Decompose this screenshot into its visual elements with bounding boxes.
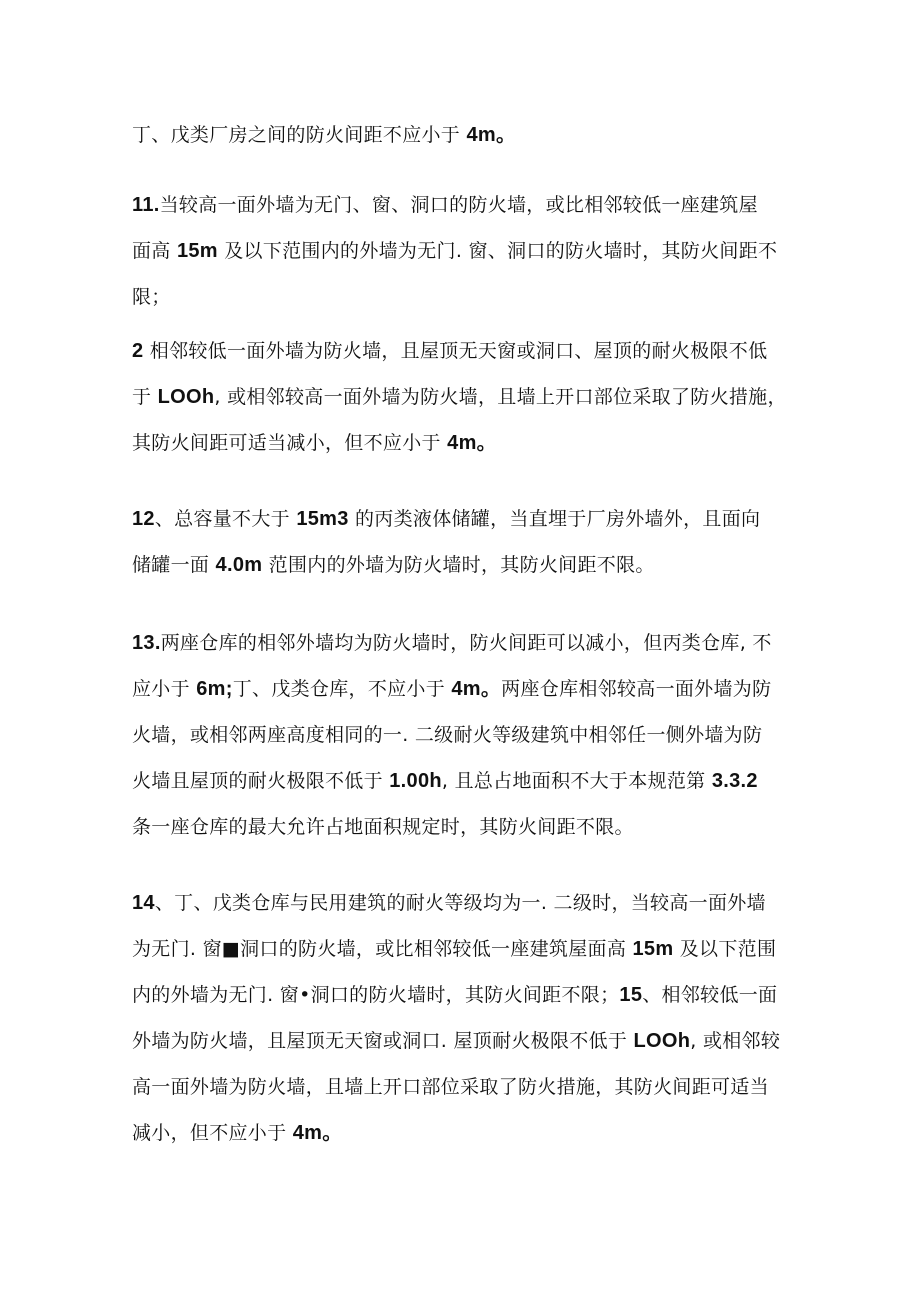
text-line <box>132 374 802 420</box>
text-run: 及以下范围内的外墙为无门. 窗、洞口的防火墙时，其防火间距不 <box>217 240 778 262</box>
paragraph-item-14-15 <box>132 880 802 1156</box>
text-line <box>132 758 802 804</box>
bold-run: 4.0m <box>215 554 263 576</box>
text-line <box>132 182 802 228</box>
text-run: 相邻较低一面外墙为防火墙，且屋顶无天窗或洞口、屋顶的耐火极限不低 <box>143 340 768 362</box>
paragraph-item-12 <box>132 496 802 588</box>
bold-run: 15m3 <box>296 508 349 530</box>
bold-run: LOOh <box>157 386 215 408</box>
text-run: 高一面外墙为防火墙，且墙上开口部位采取了防火措施，其防火间距可适当 <box>132 1076 769 1098</box>
text-run: 外墙为防火墙，且屋顶无天窗或洞口. 屋顶耐火极限不低于 <box>132 1030 634 1052</box>
text-line <box>132 926 802 972</box>
bold-run: 4m。 <box>447 432 497 454</box>
text-run: 面高 <box>132 240 177 262</box>
text-run: 、丁、戊类仓库与民用建筑的耐火等级均为一. 二级时，当较高一面外墙 <box>154 892 766 914</box>
paragraph-item-11 <box>132 182 802 320</box>
text-run: 丁、戊类厂房之间的防火间距不应小于 <box>132 124 467 146</box>
paragraph-item-2 <box>132 328 802 466</box>
text-run: 丁、戊类仓库，不应小于 <box>232 678 452 700</box>
bold-run: 3.3.2 <box>711 770 758 792</box>
text-run: , 或相邻较 <box>690 1030 781 1052</box>
text-line <box>132 496 802 542</box>
bold-run: LOOh <box>633 1030 691 1052</box>
text-run: 的丙类液体储罐，当直埋于厂房外墙外，且面向 <box>348 508 761 530</box>
text-line <box>132 1064 802 1110</box>
bold-run: 14 <box>132 892 155 914</box>
text-run: 火墙，或相邻两座高度相同的一. 二级耐火等级建筑中相邻任一侧外墙为防 <box>132 724 763 746</box>
bold-run: 12 <box>132 508 155 530</box>
text-run: 火墙且屋顶的耐火极限不低于 <box>132 770 390 792</box>
bold-run: 2 <box>132 340 144 362</box>
text-run: 限； <box>132 286 171 308</box>
text-run: 储罐一面 <box>132 554 216 576</box>
text-run: 范围内的外墙为防火墙时，其防火间距不限。 <box>262 554 655 576</box>
text-line <box>132 420 802 466</box>
bold-run: 4m。 <box>292 1122 343 1144</box>
text-run: 应小于 <box>132 678 197 700</box>
text-line <box>132 712 802 758</box>
text-line <box>132 620 802 666</box>
text-line <box>132 328 802 374</box>
bold-run: 4m。 <box>466 124 517 146</box>
text-run: 两座仓库相邻较高一面外墙为防 <box>501 678 772 700</box>
text-line <box>132 972 802 1018</box>
bold-run: 13. <box>132 632 161 654</box>
text-line <box>132 1018 802 1064</box>
text-run: , 且总占地面积不大于本规范第 <box>441 770 712 792</box>
text-run: 减小，但不应小于 <box>132 1122 293 1144</box>
text-run: 其防火间距可适当减小，但不应小于 <box>132 432 448 454</box>
bold-run: 15m <box>632 938 674 960</box>
paragraph-item-13 <box>132 620 802 850</box>
text-line <box>132 804 802 850</box>
text-line <box>132 228 802 274</box>
text-run: 条一座仓库的最大允许占地面积规定时，其防火间距不限。 <box>132 816 634 838</box>
bold-run: 4m。 <box>451 678 502 700</box>
text-run: 、相邻较低一面 <box>642 984 778 1006</box>
text-line <box>132 542 802 588</box>
text-run: 当较高一面外墙为无门、窗、洞口的防火墙，或比相邻较低一座建筑屋 <box>159 194 758 216</box>
text-run: , 或相邻较高一面外墙为防火墙，且墙上开口部位采取了防火措施， <box>214 386 787 408</box>
text-line <box>132 666 802 712</box>
bold-run: 11. <box>132 194 160 216</box>
bold-run: 6m; <box>196 678 233 700</box>
text-run: 两座仓库的相邻外墙均为防火墙时，防火间距可以减小，但丙类仓库, 不 <box>160 632 772 654</box>
paragraph-fire-distance-intro <box>132 112 802 158</box>
bold-run: 15m <box>176 240 218 262</box>
text-run: 为无门. 窗■洞口的防火墙，或比相邻较低一座建筑屋面高 <box>132 938 633 960</box>
text-run: 内的外墙为无门. 窗•洞口的防火墙时，其防火间距不限； <box>132 984 620 1006</box>
text-run: 及以下范围 <box>673 938 777 960</box>
text-run: 于 <box>132 386 158 408</box>
text-line <box>132 1110 802 1156</box>
bold-run: 15 <box>619 984 643 1006</box>
bold-run: 1.00h <box>389 770 442 792</box>
text-line <box>132 880 802 926</box>
text-line <box>132 274 802 320</box>
text-line <box>132 112 802 158</box>
text-run: 、总容量不大于 <box>154 508 297 530</box>
